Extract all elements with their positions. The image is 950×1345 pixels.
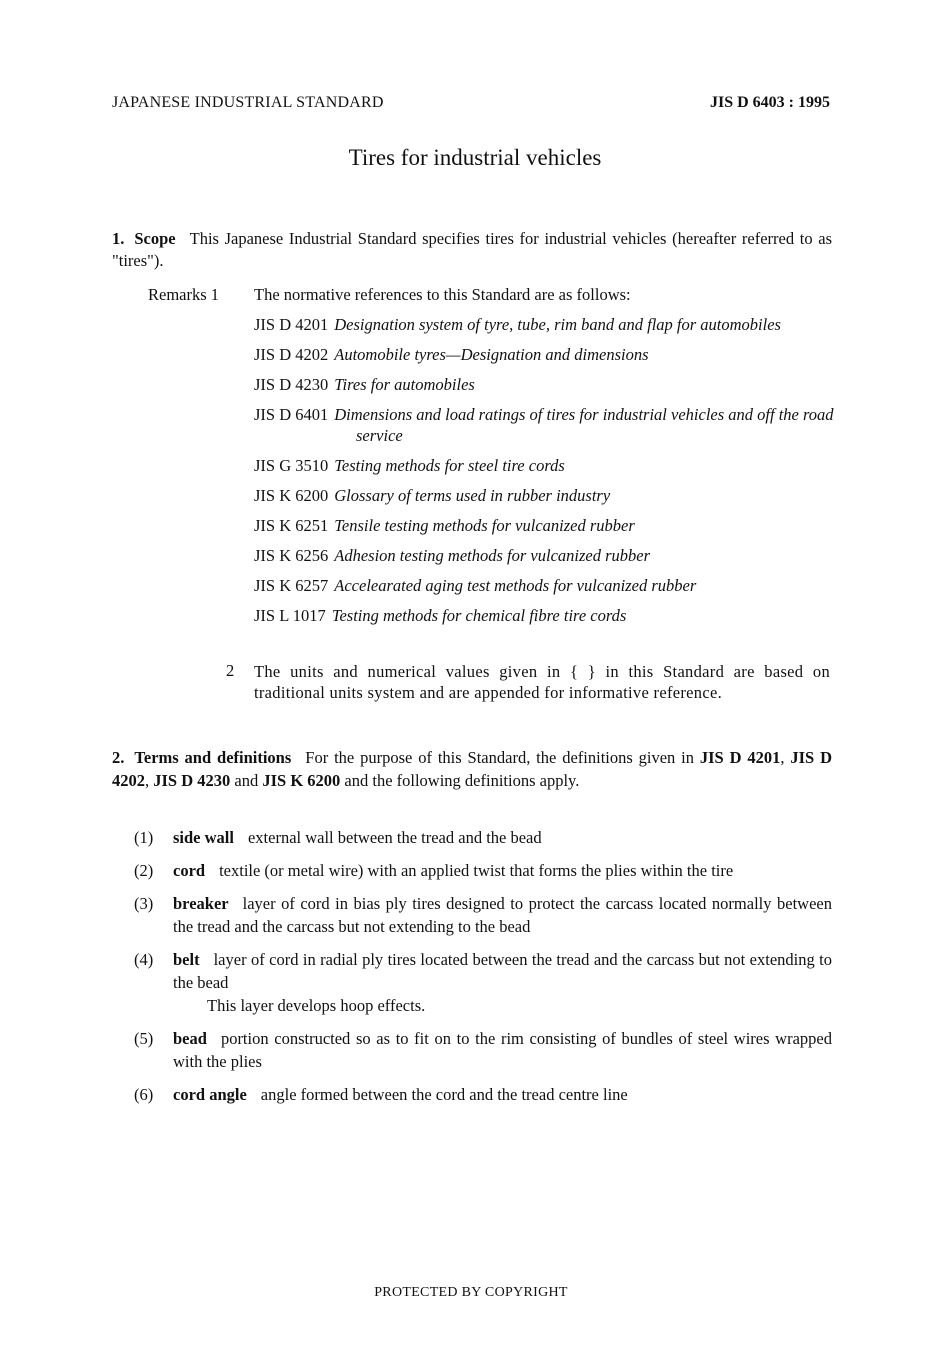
section-2-text-b: and the following definitions apply. — [344, 771, 580, 790]
reference-title: Tires for automobiles — [334, 375, 475, 394]
definition-number: (5) — [134, 1029, 154, 1048]
reference-title: Dimensions and load ratings of tires for industrial vehicles and off the road service — [334, 405, 834, 445]
section-2-text-a: For the purpose of this Standard, the definitions given in — [305, 748, 695, 767]
definition-number: (1) — [134, 828, 154, 847]
definition-number: (2) — [134, 861, 154, 880]
definition-term: breaker — [173, 894, 229, 913]
reference-code: JIS D 6401 — [254, 405, 329, 424]
section-1-number: 1. — [112, 229, 125, 248]
definition-number: (4) — [134, 950, 154, 969]
reference-code: JIS L 1017 — [254, 606, 326, 625]
definition-item — [112, 859, 832, 882]
reference-title: Adhesion testing methods for vulcanized rubber — [334, 546, 651, 565]
reference-code: JIS D 4202 — [254, 345, 329, 364]
definition-text: angle formed between the cord and the tread centre line — [260, 1085, 628, 1104]
reference-code: JIS K 6256 — [254, 546, 329, 565]
section-1-scope — [112, 228, 832, 272]
section-2-terms: 2. Terms and definitions For the purpose of this Standard, the definitions given in JIS D 4201, JIS D 4202, JIS D 4230 and JIS K 6200 and the following definitions apply. — [112, 748, 833, 790]
header-standard-number: JIS D 6403 : 1995 — [709, 94, 830, 111]
section-2-ref: JIS K 6200 — [262, 771, 341, 790]
definition-text: layer of cord in radial ply tires located between the tread and the carcass but not extending to the bead — [173, 950, 832, 992]
definition-item — [112, 1083, 832, 1106]
reference-code: JIS K 6200 — [254, 486, 329, 505]
document-title: Tires for industrial vehicles — [348, 145, 602, 170]
section-2-heading: Terms and definitions — [134, 748, 292, 767]
section-2-and: and — [234, 771, 259, 790]
reference-item — [254, 374, 834, 395]
reference-item — [254, 515, 834, 536]
section-1-heading: Scope — [134, 229, 176, 248]
reference-title: Testing methods for steel tire cords — [334, 456, 565, 475]
remarks-2-number: 2 — [226, 661, 235, 680]
definition-term: belt — [173, 950, 200, 969]
definition-term: cord — [173, 861, 206, 880]
normative-references-list — [254, 314, 834, 635]
reference-item — [254, 485, 834, 506]
remarks-2-text: The units and numerical values given in { } in this Standard are based on traditional units system and are appended for informative reference. — [254, 662, 830, 702]
reference-item — [254, 575, 834, 596]
remarks-label: Remarks 1 — [148, 285, 220, 304]
reference-title: Accelearated aging test methods for vulcanized rubber — [334, 576, 697, 595]
definition-term: cord angle — [173, 1085, 247, 1104]
definition-term: side wall — [173, 828, 234, 847]
section-2-number: 2. — [112, 748, 125, 767]
section-2-ref: JIS D 4230 — [153, 771, 231, 790]
section-2-ref: JIS D 4202 — [112, 748, 833, 790]
reference-code: JIS K 6251 — [254, 516, 329, 535]
reference-code: JIS D 4230 — [254, 375, 329, 394]
definition-item — [112, 948, 832, 1017]
copyright-footer: PROTECTED BY COPYRIGHT — [374, 1285, 568, 1300]
definition-item — [112, 826, 832, 849]
reference-code: JIS G 3510 — [254, 456, 329, 475]
definition-text: portion constructed so as to fit on to the rim consisting of bundles of steel wires wrapped with the plies — [173, 1029, 832, 1071]
definition-number: (3) — [134, 894, 154, 913]
definitions-list — [112, 826, 832, 1116]
reference-title: Automobile tyres—Designation and dimensions — [334, 345, 649, 364]
reference-title: Glossary of terms used in rubber industry — [334, 486, 611, 505]
remarks-intro: The normative references to this Standard are as follows: — [254, 285, 631, 304]
reference-code: JIS D 4201 — [254, 315, 329, 334]
reference-item — [254, 455, 834, 476]
reference-title: Designation system of tyre, tube, rim band and flap for automobiles — [334, 315, 781, 334]
reference-item — [254, 314, 834, 335]
header-standard-label: JAPANESE INDUSTRIAL STANDARD — [112, 94, 384, 111]
reference-code: JIS K 6257 — [254, 576, 329, 595]
reference-item — [254, 344, 834, 365]
definition-item — [112, 892, 832, 938]
definition-item — [112, 1027, 832, 1073]
reference-item — [254, 605, 834, 626]
section-1-text: This Japanese Industrial Standard specifies tires for industrial vehicles (hereafter referred to as "tires"). — [112, 229, 832, 270]
definition-text: textile (or metal wire) with an applied twist that forms the plies within the tire — [219, 861, 734, 880]
section-2-ref: JIS D 4201 — [699, 748, 781, 767]
definition-term: bead — [173, 1029, 207, 1048]
definition-text: external wall between the tread and the bead — [247, 828, 542, 847]
definition-text: layer of cord in bias ply tires designed to protect the carcass located normally between the tread and the carcass but not extending to the bead — [173, 894, 832, 936]
reference-item — [254, 545, 834, 566]
reference-item — [254, 404, 834, 446]
reference-title: Tensile testing methods for vulcanized rubber — [334, 516, 635, 535]
definition-number: (6) — [134, 1085, 154, 1104]
definition-note: This layer develops hoop effects. — [207, 996, 426, 1015]
reference-title: Testing methods for chemical fibre tire cords — [331, 606, 627, 625]
